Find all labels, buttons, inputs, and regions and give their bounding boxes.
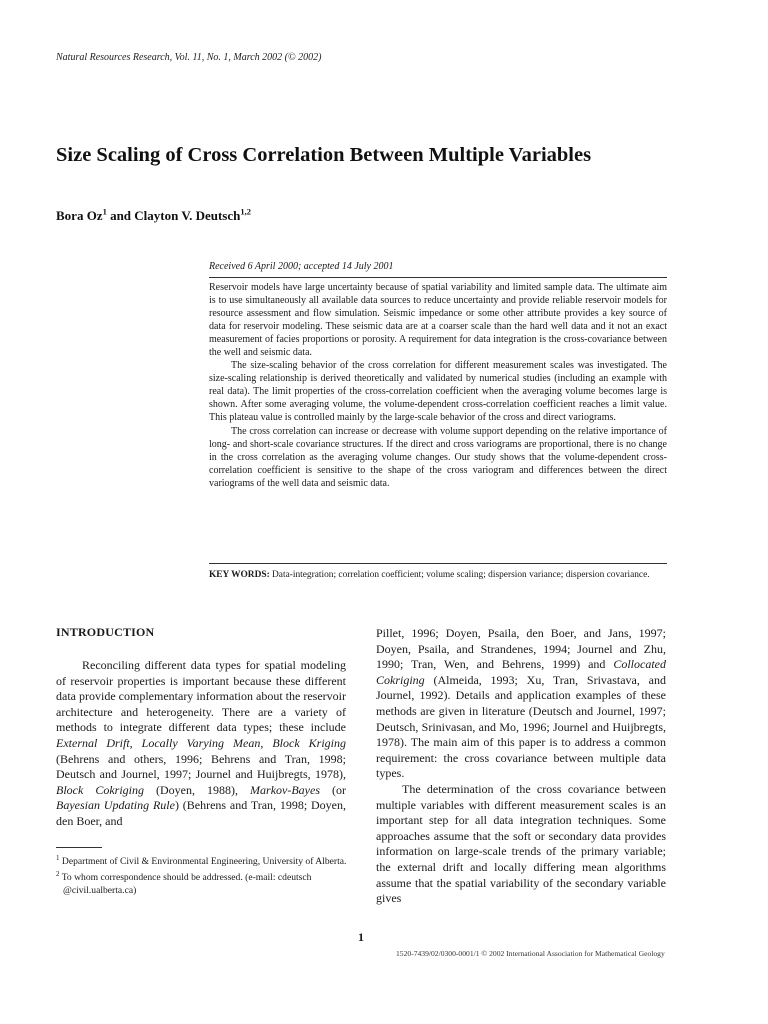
body-text: Pillet, 1996; Doyen, Psaila, den Boer, and Jans, 1997; Doyen, Psaila, and Strandenes, 1994; Journel and Zhu, 1990; Tran, Wen, and Behrens, 1999) and: [376, 626, 666, 672]
article-title: Size Scaling of Cross Correlation Between Multiple Variables: [56, 144, 592, 166]
author-oz-affiliation: 1: [102, 206, 107, 217]
method-name: External Drift, Locally Varying Mean, Block Kriging: [56, 735, 346, 750]
body-paragraph: [376, 626, 666, 782]
body-text: (Almeida, 1993; Xu, Tran, Srivastava, and Journel, 1992). Details and application examples of these methods are given in literature (Deutsch and Journel, 1997; Deutsch, Srinivasan, and Mo, 1996; Journel and Huijbregts, 1978). The main aim of this paper is to address a common requirement: the cross covariance between multiple data types.: [376, 672, 666, 781]
abstract: [209, 281, 667, 490]
body-column-right: [376, 626, 666, 907]
author-deutsch: Clayton V. Deutsch: [134, 208, 241, 223]
body-text: ) (Behrens and Tran, 1998; Doyen, den Boer, and: [56, 798, 347, 828]
method-name: Block Cokriging: [56, 782, 144, 797]
footnotes: [56, 852, 348, 897]
method-name: Markov-Bayes: [250, 782, 320, 797]
abstract-top-rule: [209, 277, 667, 278]
author-deutsch-affiliation: 1,2: [240, 206, 251, 217]
body-text: (or: [320, 782, 347, 797]
keywords-rule: [209, 563, 667, 564]
footnote-1: [56, 852, 348, 868]
author-conjunction: and: [106, 208, 135, 223]
received-dates: Received 6 April 2000; accepted 14 July 2001: [209, 261, 394, 272]
abstract-paragraph: The size-scaling behavior of the cross correlation for different measurement scales was investigated. The size-scaling relationship is derived theoretically and validated by numerical studies (including an example with real data). The limit properties of the cross-correlation coefficient when the averaging volume becomes large is shown. After some averaging volume, the volume-dependent cross-correlation coefficient reaches a limit value. This plateau value is controlled mainly by the large-scale behavior of the cross and direct variograms.: [209, 360, 667, 424]
body-text: Reconciling different data types for spatial modeling of reservoir properties is important because these different data provide complementary information about the reservoir architecture and heterogeneity. There are a variety of methods to integrate different data types; these include: [56, 658, 346, 735]
footnote-2: [56, 868, 348, 897]
body-text: (Doyen, 1988),: [144, 782, 251, 797]
body-text: (Behrens and others, 1996; Behrens and Tran, 1998; Deutsch and Journel, 1997; Journel and Huijbregts, 1978),: [56, 751, 346, 782]
author-line: [56, 208, 251, 224]
abstract-paragraph: The cross correlation can increase or decrease with volume support depending on the relative importance of long- and short-scale covariance structures. If the direct and cross variograms are proportional, there is no change in the cross correlation as the averaging volume changes. Our study shows that the volume-dependent cross-correlation coefficient is sensitive to the shape of the cross variogram and differences between the direct variograms of the well data and seismic data.: [209, 425, 667, 489]
footnote-mark: 1: [56, 854, 60, 862]
body-column-left: [56, 658, 346, 830]
keywords-label: KEY WORDS:: [209, 570, 270, 580]
body-paragraph: [56, 658, 346, 830]
keywords: [209, 569, 667, 581]
section-heading-introduction: INTRODUCTION: [56, 625, 155, 639]
method-name: Bayesian Updating Rule: [56, 798, 175, 813]
keywords-text: Data-integration; correlation coefficient; volume scaling; dispersion variance; dispersion covariance.: [269, 570, 650, 580]
method-name: Collocated Cokriging: [376, 657, 666, 687]
copyright-line: 1520-7439/02/0300-0001/1 © 2002 International Association for Mathematical Geology: [396, 949, 665, 958]
page-number: 1: [358, 930, 364, 944]
abstract-paragraph: Reservoir models have large uncertainty because of spatial variability and limited sample data. The ultimate aim is to use simultaneously all available data sources to reduce uncertainty and provide reliable reservoir models for resource assessment and flow simulation. Seismic impedance or some other attribute provides a key source of data for reservoir modeling. These seismic data are at a coarser scale than the hard well data and it not an exact measurement of facies proportions or porosity. A requirement for data integration is the cross-covariance between the well and seismic data.: [209, 282, 667, 359]
footnote-mark: 2: [56, 870, 60, 879]
body-paragraph: The determination of the cross covariance between multiple variables with different measurement scales is an important step for all data integration techniques. Some approaches assume that the soft or secondary data provides information on large-scale trends of the primary variable; the external drift and locally differing mean algorithms assume that the spatial variability of the secondary variable gives: [376, 781, 666, 906]
journal-citation: Natural Resources Research, Vol. 11, No. 1, March 2002 (© 2002): [56, 52, 322, 63]
footnote-text: Department of Civil & Environmental Engineering, University of Alberta.: [59, 856, 347, 868]
author-oz: Bora Oz: [56, 208, 103, 223]
footnote-rule: [56, 847, 102, 848]
footnote-text: To whom correspondence should be addressed. (e-mail: cdeutsch @civil.ualberta.ca): [59, 872, 312, 897]
